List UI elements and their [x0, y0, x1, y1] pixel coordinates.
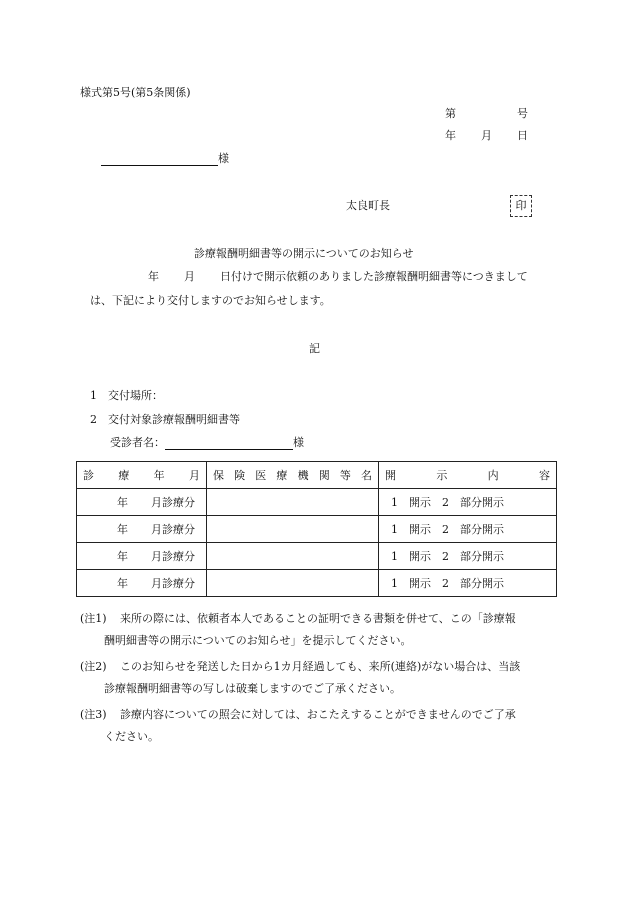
note-2-label: (注2): [80, 660, 107, 673]
table-row: [77, 516, 557, 543]
note-2-line2: 診療報酬明細書等の写しは破棄しますのでご了承ください。: [104, 682, 401, 695]
issuer: 太良町長: [346, 199, 390, 212]
form-number: 様式第5号(第5条関係): [80, 86, 191, 99]
institution-name-cell: [207, 543, 379, 570]
disclosure-table: [76, 461, 557, 597]
note-3: [80, 704, 556, 748]
table-row: [77, 543, 557, 570]
table-row: [77, 489, 557, 516]
disclosure-status-cell: 1 開示 2 部分開示: [379, 570, 557, 597]
header-treatment-period: 診 療 年 月: [77, 462, 207, 489]
addressee-suffix: 様: [218, 152, 229, 165]
patient-name-line: [110, 436, 304, 450]
note-1-label: (注1): [80, 612, 107, 625]
note-1-line1: 来所の際には、依頼者本人であることの証明できる書類を併せて、この「診療報: [120, 612, 516, 625]
body-line1: 日付けで開示依頼のありました診療報酬明細書等につきまして: [220, 270, 528, 283]
treatment-period-cell: 年 月診療分: [77, 543, 207, 570]
note-3-line1: 診療内容についての照会に対しては、おこたえすることができませんのでご了承: [120, 708, 516, 721]
notice-title: 診療報酬明細書等の開示についてのお知らせ: [194, 247, 414, 260]
disclosure-status-cell: 1 開示 2 部分開示: [379, 543, 557, 570]
treatment-period-cell: 年 月診療分: [77, 489, 207, 516]
patient-label: 受診者名：: [110, 436, 165, 449]
patient-suffix: 様: [293, 436, 304, 449]
doc-no-go: 号: [517, 107, 528, 120]
header-disclosure-content: 開 示 内 容: [379, 462, 557, 489]
table-header-row: [77, 462, 557, 489]
disclosure-status-cell: 1 開示 2 部分開示: [379, 489, 557, 516]
item-target-docs: 2 交付対象診療報酬明細書等: [90, 413, 240, 426]
note-3-line2: ください。: [104, 730, 159, 743]
note-2-line1: このお知らせを発送した日から1カ月経過しても、来所(連絡)がない場合は、当該: [120, 660, 521, 673]
institution-name-cell: [207, 516, 379, 543]
date-month: 月: [481, 129, 492, 142]
institution-name-cell: [207, 570, 379, 597]
header-institution-name: 保 険 医 療 機 関 等 名: [207, 462, 379, 489]
body-year: 年: [148, 270, 159, 283]
institution-name-cell: [207, 489, 379, 516]
note-2: [80, 656, 556, 700]
item-delivery-place: 1 交付場所：: [90, 389, 163, 402]
note-1-line2: 酬明細書等の開示についてのお知らせ」を提示してください。: [104, 634, 412, 647]
seal-stamp: 印: [510, 195, 532, 217]
body-line2: は、下記により交付しますのでお知らせします。: [90, 294, 331, 307]
table-row: [77, 570, 557, 597]
ki-heading: 記: [309, 342, 320, 355]
treatment-period-cell: 年 月診療分: [77, 516, 207, 543]
addressee-blank: [101, 153, 218, 166]
date-day: 日: [517, 129, 528, 142]
note-1: [80, 608, 556, 652]
body-month: 月: [184, 270, 195, 283]
note-3-label: (注3): [80, 708, 107, 721]
disclosure-status-cell: 1 開示 2 部分開示: [379, 516, 557, 543]
treatment-period-cell: 年 月診療分: [77, 570, 207, 597]
patient-name-blank: [165, 437, 293, 450]
addressee-line: [101, 152, 229, 166]
date-year: 年: [445, 129, 456, 142]
doc-no-dai: 第: [445, 107, 456, 120]
